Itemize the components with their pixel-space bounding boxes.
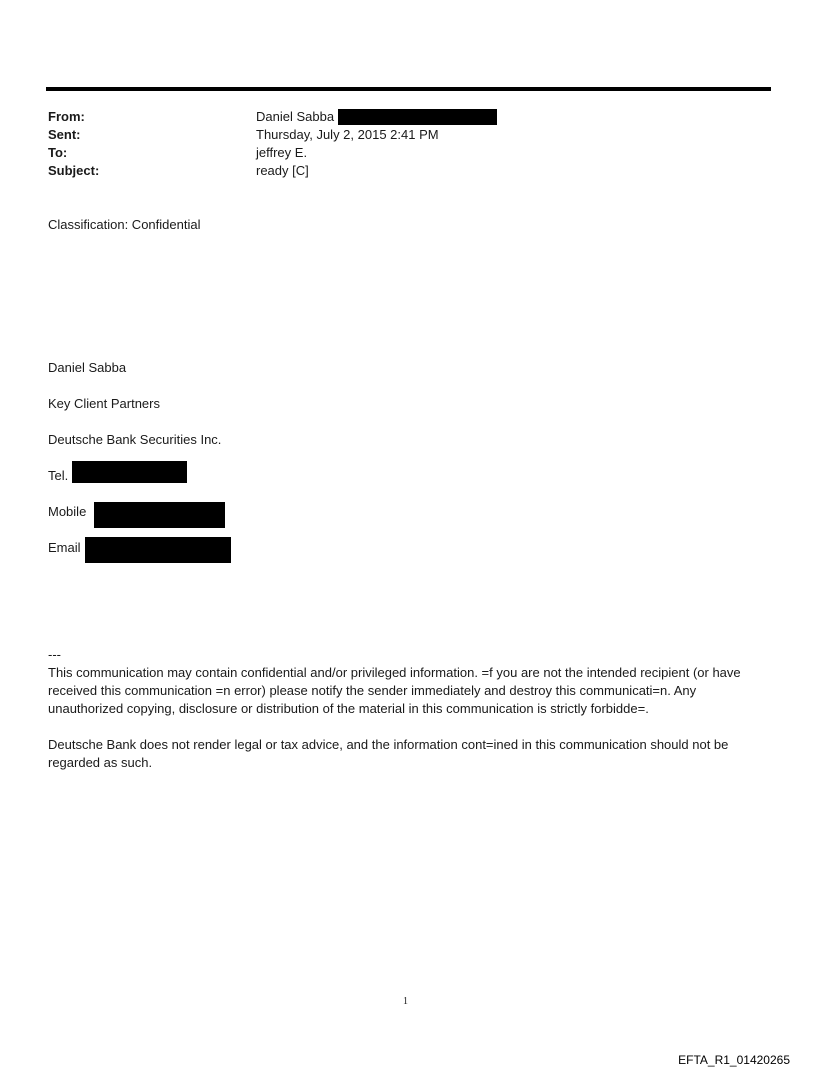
page-number: 1 — [403, 996, 408, 1007]
disclaimer-paragraph-1: This communication may contain confidential and/or privileged information. =f you are not the intended recipient (or have received this communication =n error) please notify the sender immediately and destroy this communicati=n. Any unauthorized copying, disclosure or distribution of the material in this communication is strictly forbidde=. — [48, 665, 741, 716]
document-id: EFTA_R1_01420265 — [678, 1053, 790, 1067]
from-label: From: — [48, 109, 85, 124]
signature-mobile-label: Mobile — [48, 504, 87, 519]
to-label: To: — [48, 145, 68, 160]
redaction-tel — [72, 461, 187, 483]
signature-tel-label: Tel. — [48, 468, 69, 483]
subject-label: Subject: — [48, 163, 100, 178]
signature-name: Daniel Sabba — [48, 360, 127, 375]
signature-team: Key Client Partners — [48, 396, 160, 411]
disclaimer-paragraph-2: Deutsche Bank does not render legal or tax advice, and the information cont=ined in this communication should not be regarded as such. — [48, 737, 729, 770]
signature-company: Deutsche Bank Securities Inc. — [48, 432, 222, 447]
redaction-email — [85, 537, 231, 563]
sent-label: Sent: — [48, 127, 81, 142]
from-value: Daniel Sabba — [256, 109, 335, 124]
redaction-from-email — [338, 109, 497, 125]
sent-value: Thursday, July 2, 2015 2:41 PM — [256, 127, 439, 142]
subject-value: ready [C] — [256, 163, 309, 178]
header-divider — [46, 87, 771, 91]
signature-email-label: Email — [48, 540, 81, 555]
redaction-mobile — [94, 502, 225, 528]
classification-text: Classification: Confidential — [48, 217, 201, 232]
to-value: jeffrey E. — [256, 145, 308, 160]
disclaimer-separator: --- — [48, 647, 61, 662]
